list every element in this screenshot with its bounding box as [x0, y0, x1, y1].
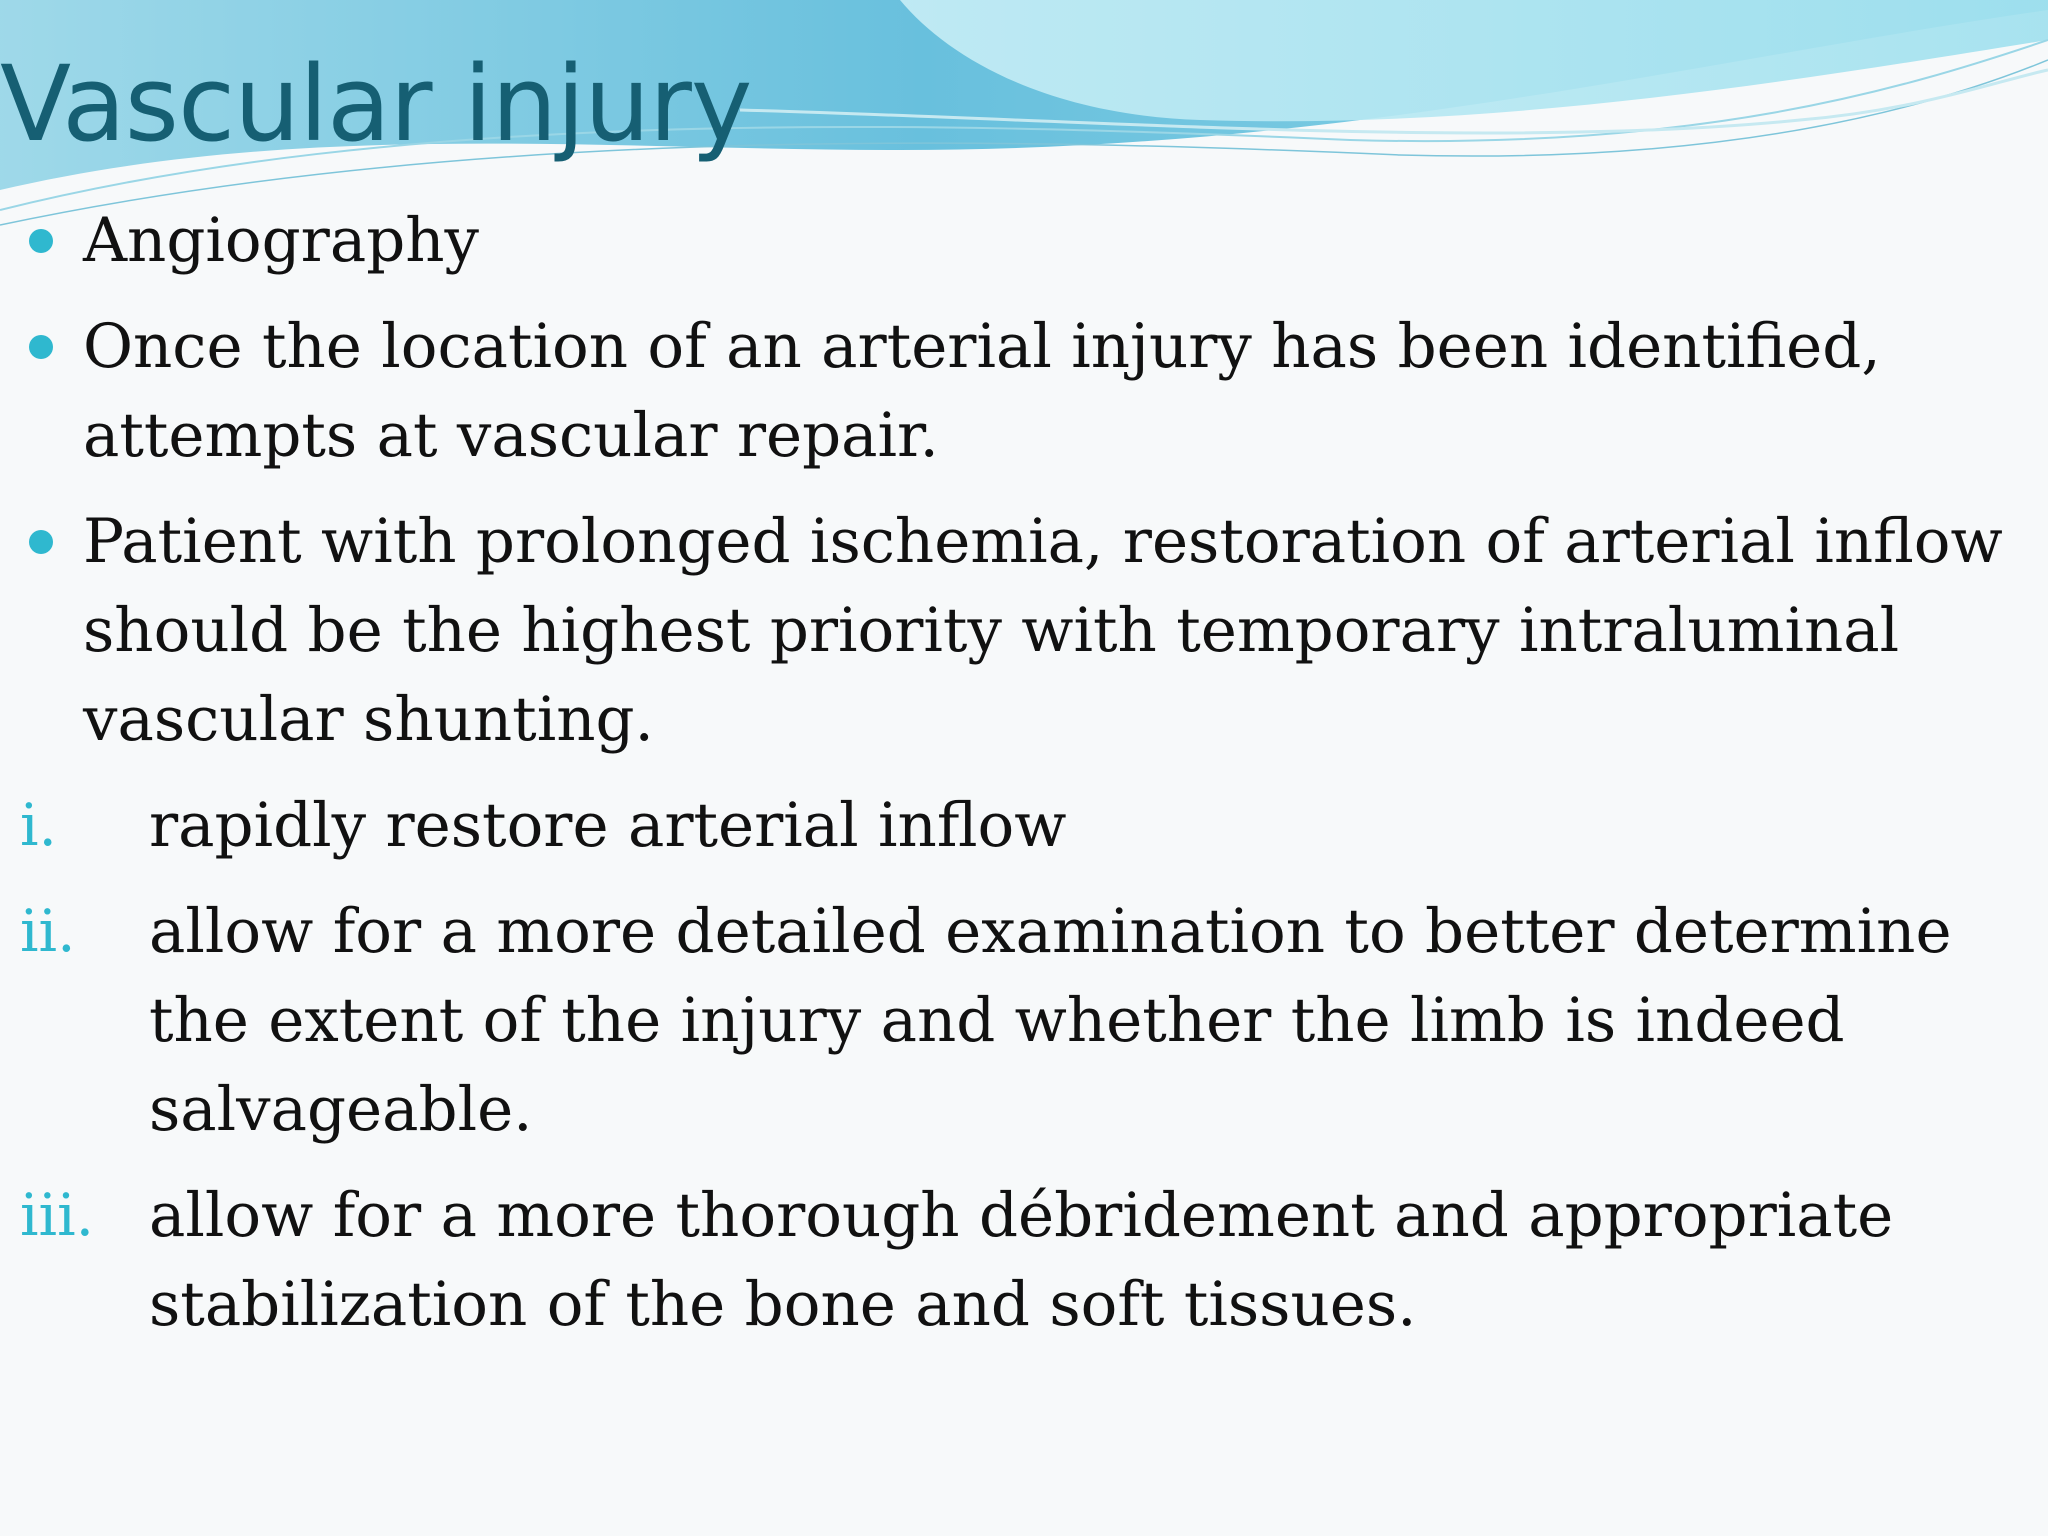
bullet-dot-icon [29, 229, 53, 253]
numbered-text: rapidly restore arterial inflow [149, 790, 1067, 861]
slide-content [0, 196, 2010, 1366]
numbered-item [0, 781, 2010, 870]
numbered-text: allow for a more detailed examination to better determine the extent of the injury and whether the limb is indeed salvageable. [149, 896, 1952, 1145]
bullet-item [0, 302, 2010, 480]
numbered-item [0, 887, 2010, 1154]
bullet-dot-icon [29, 530, 53, 554]
bullet-text: Patient with prolonged ischemia, restoration of arterial inflow should be the highest priority with temporary intraluminal vascular shunting. [83, 506, 2003, 755]
bullet-text: Once the location of an arterial injury has been identified, attempts at vascular repair. [83, 311, 1881, 471]
list-number: i. [20, 791, 57, 859]
numbered-text: allow for a more thorough débridement and appropriate stabilization of the bone and soft tissues. [149, 1180, 1894, 1340]
list-number: ii. [20, 897, 76, 965]
numbered-item [0, 1171, 2010, 1349]
bullet-item [0, 497, 2010, 764]
bullet-item [0, 196, 2010, 285]
bullet-text: Angiography [83, 205, 479, 276]
bullet-dot-icon [29, 335, 53, 359]
list-number: iii. [20, 1181, 95, 1249]
slide-title: Vascular injury [0, 43, 752, 165]
